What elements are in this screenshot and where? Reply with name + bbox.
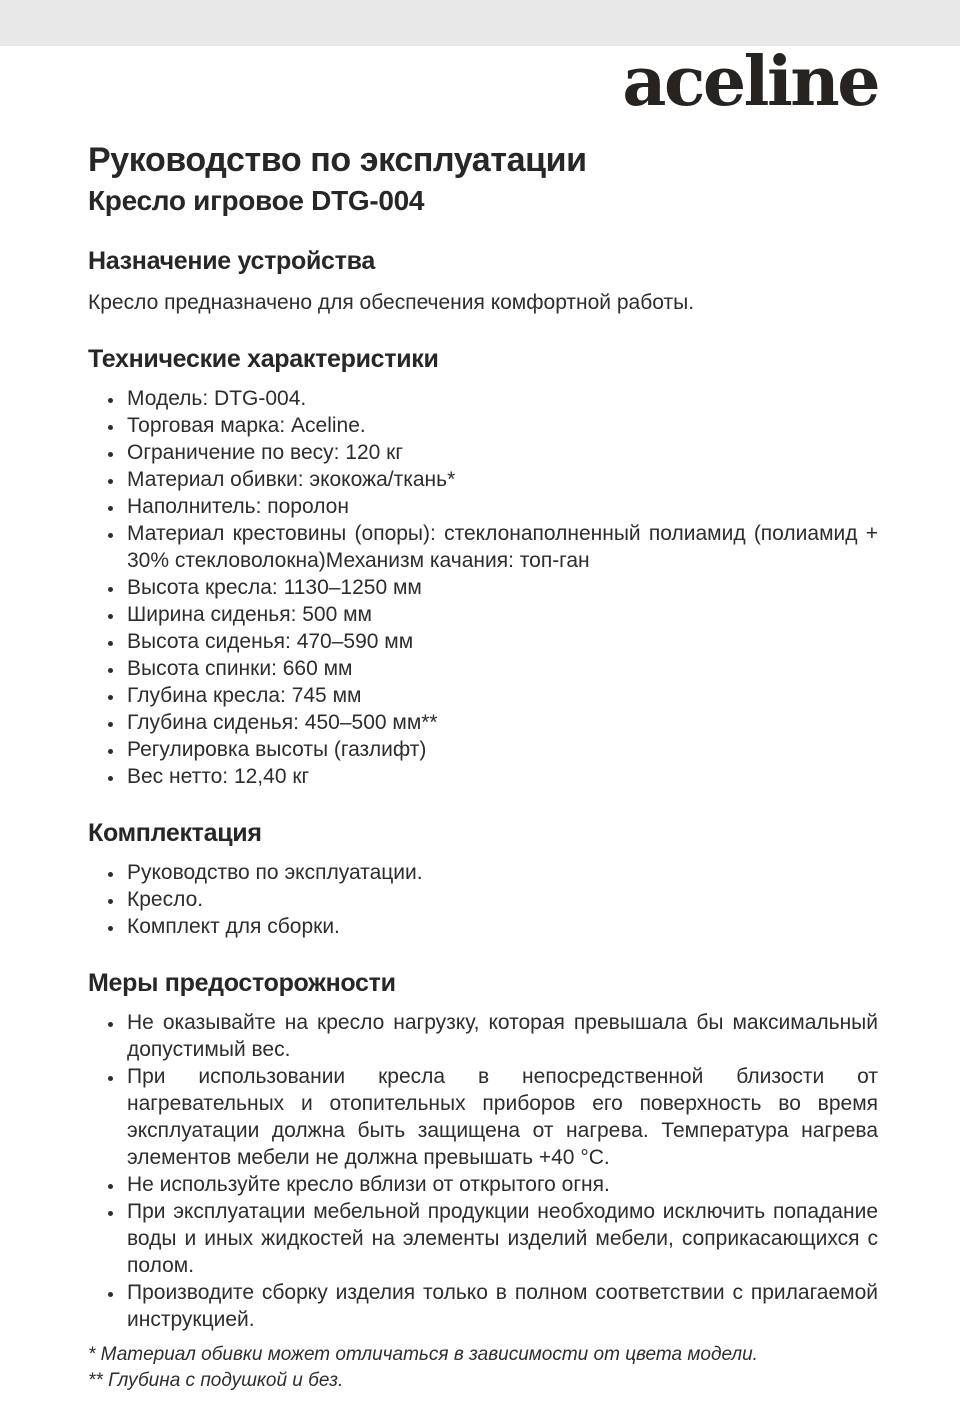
brand-logo: aceline — [622, 42, 878, 122]
spec-item: • Торговая марка: Aceline. — [125, 412, 878, 439]
precaution-item: • Не используйте кресло вблизи от открытого огня. — [125, 1171, 878, 1198]
spec-item: • Материал крестовины (опоры): стеклонаполненный полиамид (полиамид + 30% стекловолокна)Механизм качания: топ-ган — [125, 520, 878, 574]
footnote: ** Глубина с подушкой и без. — [88, 1370, 344, 1391]
spec-item: • Глубина кресла: 745 мм — [125, 682, 878, 709]
spec-item: • Глубина сиденья: 450–500 мм** — [125, 709, 878, 736]
purpose-text: Кресло предназначено для обеспечения комфортной работы. — [88, 291, 695, 314]
section-heading-package: Комплектация — [88, 819, 262, 847]
section-heading-specs: Технические характеристики — [88, 345, 439, 373]
precaution-item: • Производите сборку изделия только в полном соответствии с прилагаемой инструкцией. — [125, 1279, 878, 1333]
spec-item: • Регулировка высоты (газлифт) — [125, 736, 878, 763]
precautions-list — [88, 1009, 878, 1333]
section-heading-purpose: Назначение устройства — [88, 247, 375, 275]
spec-item: • Ширина сиденья: 500 мм — [125, 601, 878, 628]
package-item: • Руководство по эксплуатации. — [125, 859, 878, 886]
spec-item: • Материал обивки: экокожа/ткань* — [125, 466, 878, 493]
spec-item: • Модель: DTG-004. — [125, 385, 878, 412]
doc-subtitle: Кресло игровое DTG-004 — [88, 185, 425, 216]
spec-item: • Наполнитель: поролон — [125, 493, 878, 520]
spec-item: • Высота спинки: 660 мм — [125, 655, 878, 682]
spec-item: • Высота сиденья: 470–590 мм — [125, 628, 878, 655]
precaution-item: • При эксплуатации мебельной продукции необходимо исключить попадание воды и иных жидкостей на элементы изделий мебели, соприкасающихся с полом. — [125, 1198, 878, 1279]
section-heading-precautions: Меры предосторожности — [88, 969, 396, 997]
specs-list — [88, 385, 878, 790]
manual-page — [0, 42, 960, 1409]
doc-title: Руководство по эксплуатации — [88, 141, 587, 179]
footnotes — [88, 1342, 878, 1394]
package-item: • Кресло. — [125, 886, 878, 913]
spec-item: • Высота кресла: 1130–1250 мм — [125, 574, 878, 601]
package-item: • Комплект для сборки. — [125, 913, 878, 940]
spec-item: • Вес нетто: 12,40 кг — [125, 763, 878, 790]
precaution-item: • Не оказывайте на кресло нагрузку, которая превышала бы максимальный допустимый вес. — [125, 1009, 878, 1063]
package-list — [88, 859, 878, 940]
precaution-item: • При использовании кресла в непосредственной близости от нагревательных и отопительных приборов его поверхность во время эксплуатации должна быть защищена от нагрева. Температура нагрева элементов мебели не должна превышать +40 °С. — [125, 1063, 878, 1171]
spec-item: • Ограничение по весу: 120 кг — [125, 439, 878, 466]
footnote: * Материал обивки может отличаться в зависимости от цвета модели. — [88, 1344, 758, 1365]
